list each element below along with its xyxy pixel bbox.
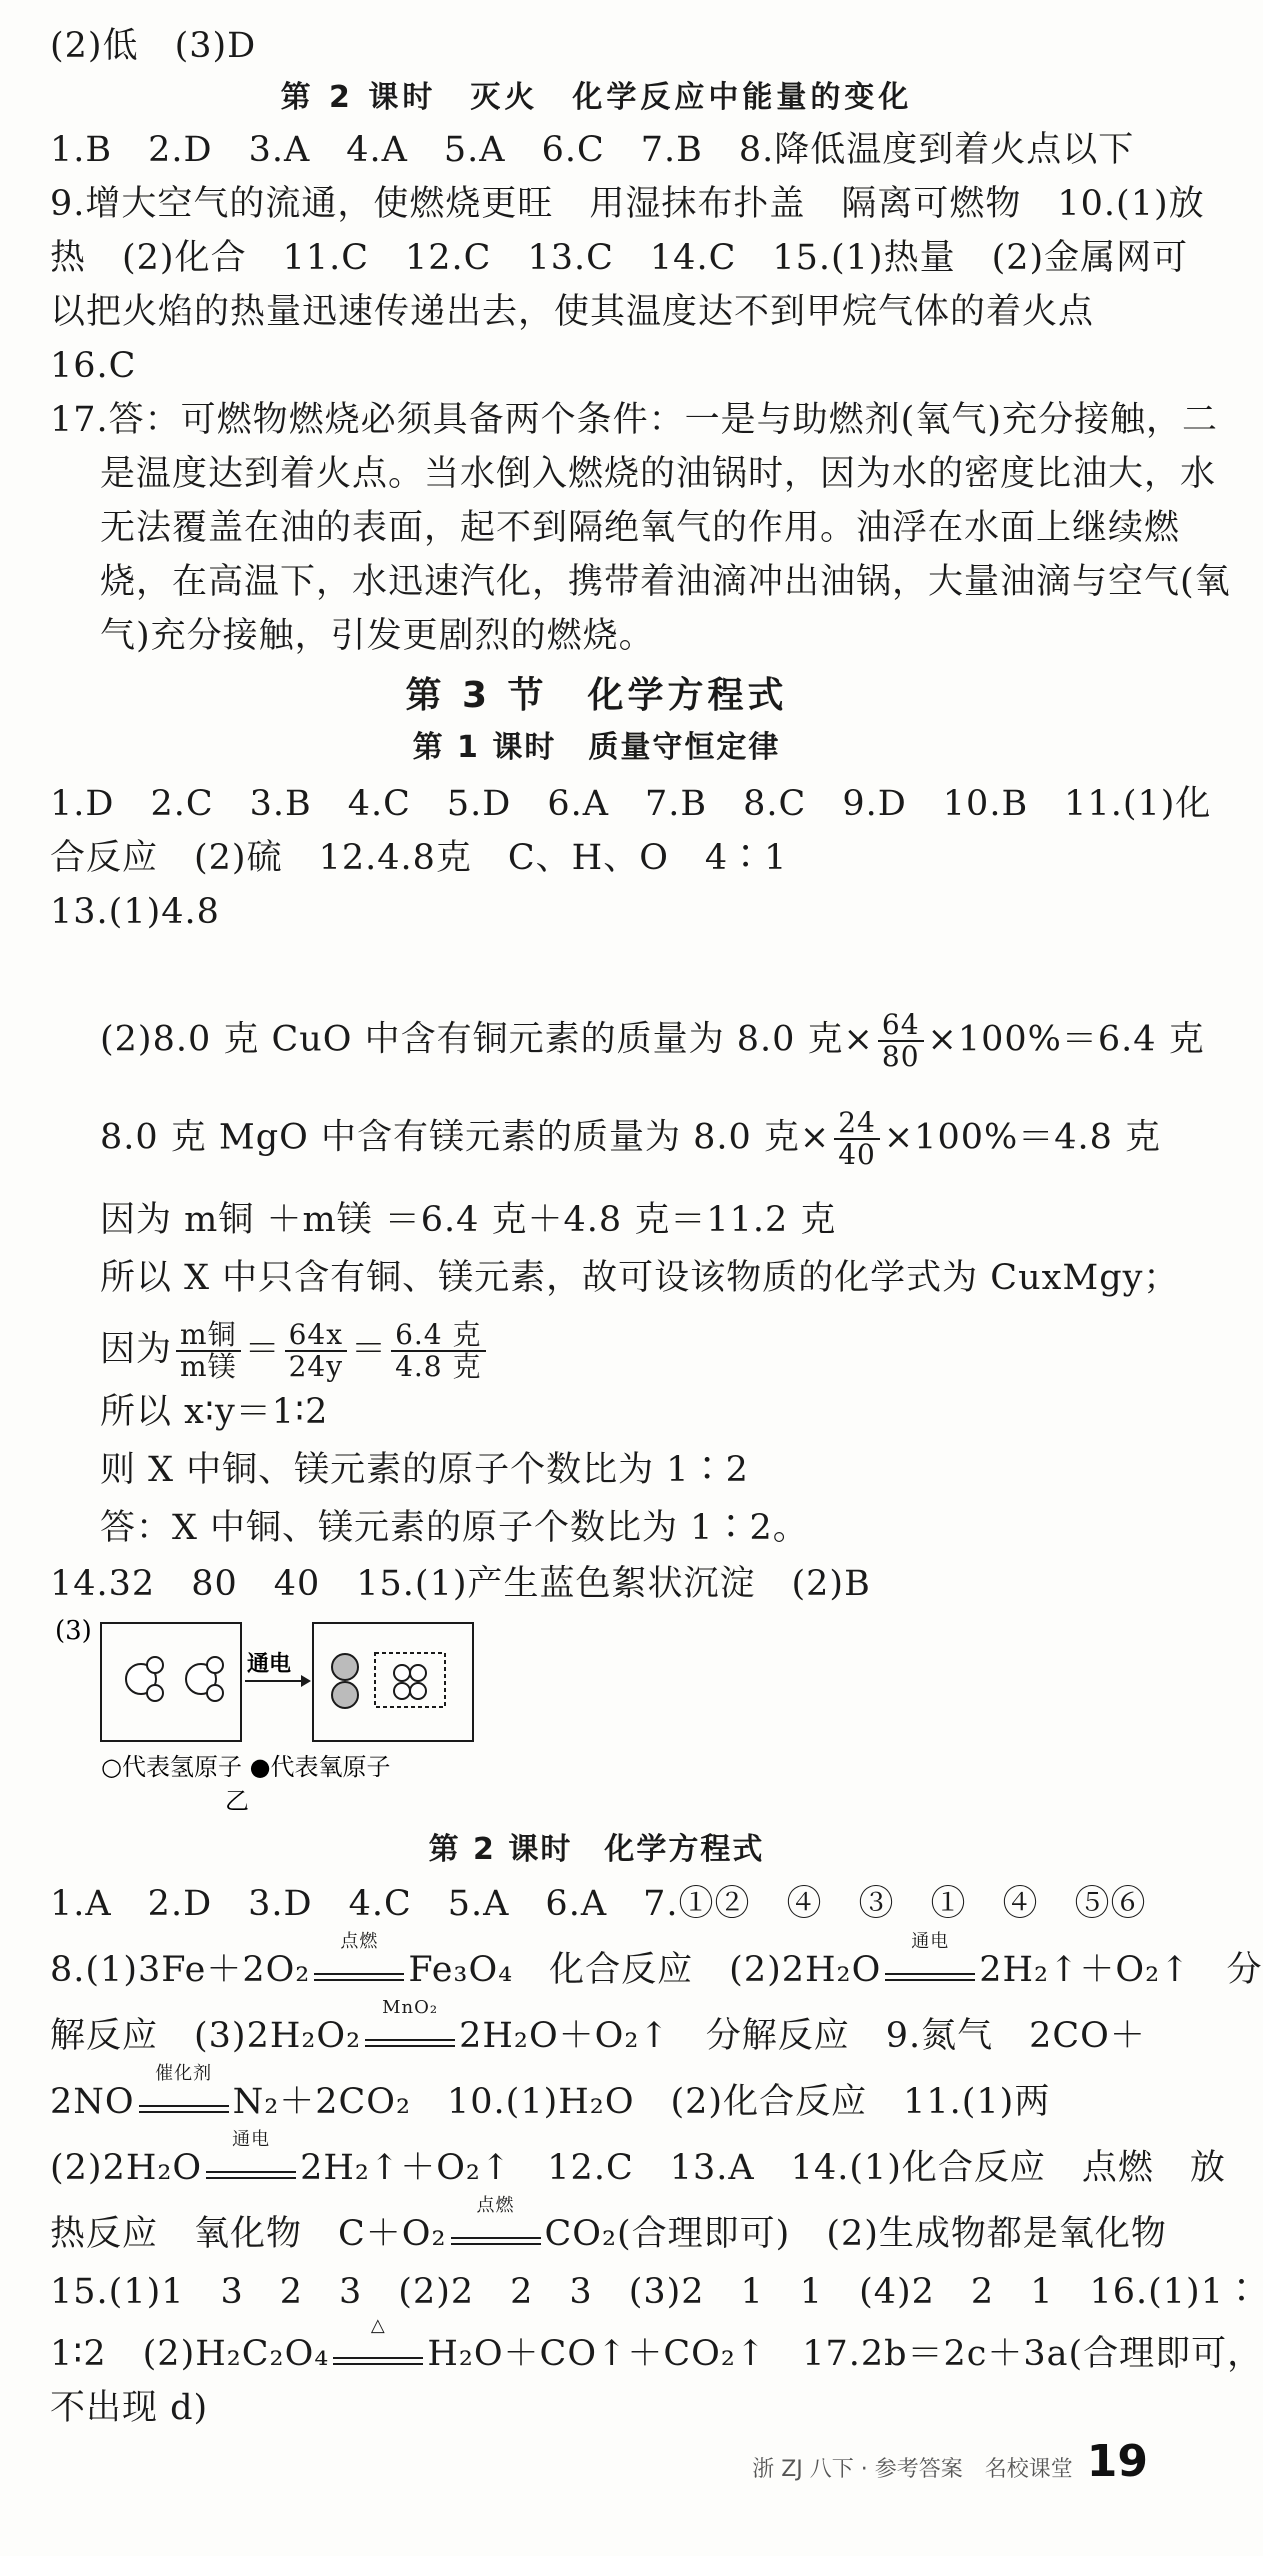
reaction-arrow: 点燃 <box>451 2215 541 2245</box>
lesson-heading: 第 2 课时 灭火 化学反应中能量的变化 <box>280 80 913 115</box>
hydrogen-atom-icon <box>410 1683 426 1699</box>
text-line: 15.(1)1 3 2 3 (2)2 2 3 (3)2 1 1 (4)2 2 1 16.(1)1∶ <box>50 2272 1260 2312</box>
reaction-arrow: MnO₂ <box>365 2017 455 2047</box>
arrow-label: 通电 <box>247 1652 292 1677</box>
reaction-arrow: 催化剂 <box>139 2083 229 2113</box>
text-line: 不出现 d) <box>50 2388 209 2428</box>
hydrogen-atom-icon <box>394 1665 410 1681</box>
fraction: $\frac{64}{80}$ <box>878 1010 924 1072</box>
text-line: 因为 m铜 ＋m镁 ＝6.4 克＋4.8 克＝11.2 克 <box>100 1200 837 1240</box>
reaction-arrow: 点燃 <box>314 1951 404 1981</box>
electrolysis-diagram <box>55 1615 475 1815</box>
diagram-label: (3) <box>55 1616 92 1646</box>
text-line: 则 X 中铜、镁元素的原子个数比为 1∶2 <box>100 1450 749 1490</box>
footer-text: 浙 ZJ 八下 · 参考答案 名校课堂 <box>752 2457 1073 2482</box>
text-line: 1.D 2.C 3.B 4.C 5.D 6.A 7.B 8.C 9.D 10.B 11.(1)化 <box>50 784 1212 824</box>
diagram-legend: ○代表氢原子 ●代表氧原子 <box>101 1753 391 1781</box>
text-line: 无法覆盖在油的表面，起不到隔绝氧气的作用。油浮在水面上继续燃 <box>100 508 1181 548</box>
hydrogen-atom-icon <box>207 1657 223 1673</box>
equation-line: 8.0 克 MgO 中含有镁元素的质量为 8.0 克× $\frac{24}{40}$ ×100%＝4.8 克 <box>100 1106 1162 1171</box>
text-line: 9.增大空气的流通，使燃烧更旺 用湿抹布扑盖 隔离可燃物 10.(1)放 <box>50 184 1205 224</box>
text-line: 13.(1)4.8 <box>50 892 220 932</box>
after-box <box>313 1623 473 1741</box>
text-line: 答：X 中铜、镁元素的原子个数比为 1∶2。 <box>100 1508 809 1548</box>
hydrogen-atom-icon <box>147 1657 163 1673</box>
equation-line: 解反应 (3)2H₂O₂ MnO₂ 2H₂O＋O₂↑ 分解反应 9.氮气 2CO＋ <box>50 1997 1146 2056</box>
fraction: $\frac{\text{m铜}}{\text{m镁}}$ <box>176 1320 241 1382</box>
hydrogen-atom-icon <box>410 1665 426 1681</box>
equation-line: (2)2H₂O 通电 2H₂↑＋O₂↑ 12.C 13.A 14.(1)化合反应 点燃 放 <box>50 2129 1226 2188</box>
text-line: 热 (2)化合 11.C 12.C 13.C 14.C 15.(1)热量 (2)金属网可 <box>50 238 1189 278</box>
reaction-arrow: 通电 <box>885 1951 975 1981</box>
text-line: 气)充分接触，引发更剧烈的燃烧。 <box>100 616 655 656</box>
equation-line: 8.(1)3Fe＋2O₂ 点燃 Fe₃O₄ 化合反应 (2)2H₂O 通电 2H₂↑＋O₂↑ 分 <box>50 1931 1263 1990</box>
text-line: 17.答：可燃物燃烧必须具备两个条件：一是与助燃剂(氧气)充分接触，二 <box>50 400 1218 440</box>
dashed-box <box>375 1653 445 1707</box>
text-line: (2)低 (3)D <box>50 26 257 66</box>
hydrogen-atom-icon <box>147 1685 163 1701</box>
reaction-arrow: △ <box>333 2335 423 2365</box>
page-number: 19 <box>1086 2436 1148 2487</box>
equation-line: 1∶2 (2)H₂C₂O₄ △ H₂O＋CO↑＋CO₂↑ 17.2b＝2c＋3a(合理即可， <box>50 2315 1263 2374</box>
text-line: 1.A 2.D 3.D 4.C 5.A 6.A 7.①② ④ ③ ① ④ ⑤⑥ <box>50 1884 1147 1924</box>
text-line: 是温度达到着火点。当水倒入燃烧的油锅时，因为水的密度比油大，水 <box>100 454 1217 494</box>
diagram-svg <box>55 1615 475 1815</box>
text-line: 16.C <box>50 346 137 386</box>
diagram-caption: 乙 <box>225 1787 249 1815</box>
fraction: $\frac{64x}{24y}$ <box>285 1320 347 1382</box>
text-line: 以把火焰的热量迅速传递出去，使其温度达不到甲烷气体的着火点 <box>50 292 1095 332</box>
oxygen-atom-icon <box>332 1654 358 1680</box>
hydrogen-atom-icon <box>394 1683 410 1699</box>
lesson-heading: 第 1 课时 质量守恒定律 <box>412 730 781 765</box>
hydrogen-atom-icon <box>207 1685 223 1701</box>
text-line: 合反应 (2)硫 12.4.8克 C、H、O 4∶1 <box>50 838 788 878</box>
text-line: 所以 X 中只含有铜、镁元素，故可设该物质的化学式为 CuxMgy； <box>100 1258 1180 1298</box>
equation-line: 2NO 催化剂 N₂＋2CO₂ 10.(1)H₂O (2)化合反应 11.(1)两 <box>50 2063 1051 2122</box>
page-footer <box>752 2436 1148 2487</box>
equation-line: 热反应 氧化物 C＋O₂ 点燃 CO₂(合理即可) (2)生成物都是氧化物 <box>50 2195 1167 2254</box>
equation-line: 因为 $\frac{\text{m铜}}{\text{m镁}}$ ＝ $\frac{64x}{24y}$ ＝ $\frac{\text{6.4 克}}{\text{4.8 克}}$ <box>100 1320 1145 1382</box>
section-heading: 第 3 节 化学方程式 <box>405 675 788 716</box>
text-line: 1.B 2.D 3.A 4.A 5.A 6.C 7.B 8.降低温度到着火点以下 <box>50 130 1135 170</box>
before-box <box>101 1623 241 1741</box>
text-line: 所以 x∶y＝1∶2 <box>100 1392 329 1432</box>
oxygen-atom-icon <box>332 1682 358 1708</box>
lesson-heading: 第 2 课时 化学方程式 <box>428 1832 765 1867</box>
text-line: 14.32 80 40 15.(1)产生蓝色絮状沉淀 (2)B <box>50 1564 871 1604</box>
arrow-head-icon <box>301 1675 311 1687</box>
fraction: $\frac{\text{6.4 克}}{\text{4.8 克}}$ <box>391 1320 485 1382</box>
text-line: 烧，在高温下，水迅速汽化，携带着油滴冲出油锅，大量油滴与空气(氧 <box>100 562 1231 602</box>
reaction-arrow: 通电 <box>206 2149 296 2179</box>
fraction: $\frac{24}{40}$ <box>834 1108 880 1170</box>
equation-line: (2)8.0 克 CuO 中含有铜元素的质量为 8.0 克× $\frac{64}{80}$ ×100%＝6.4 克 <box>100 1008 1205 1073</box>
